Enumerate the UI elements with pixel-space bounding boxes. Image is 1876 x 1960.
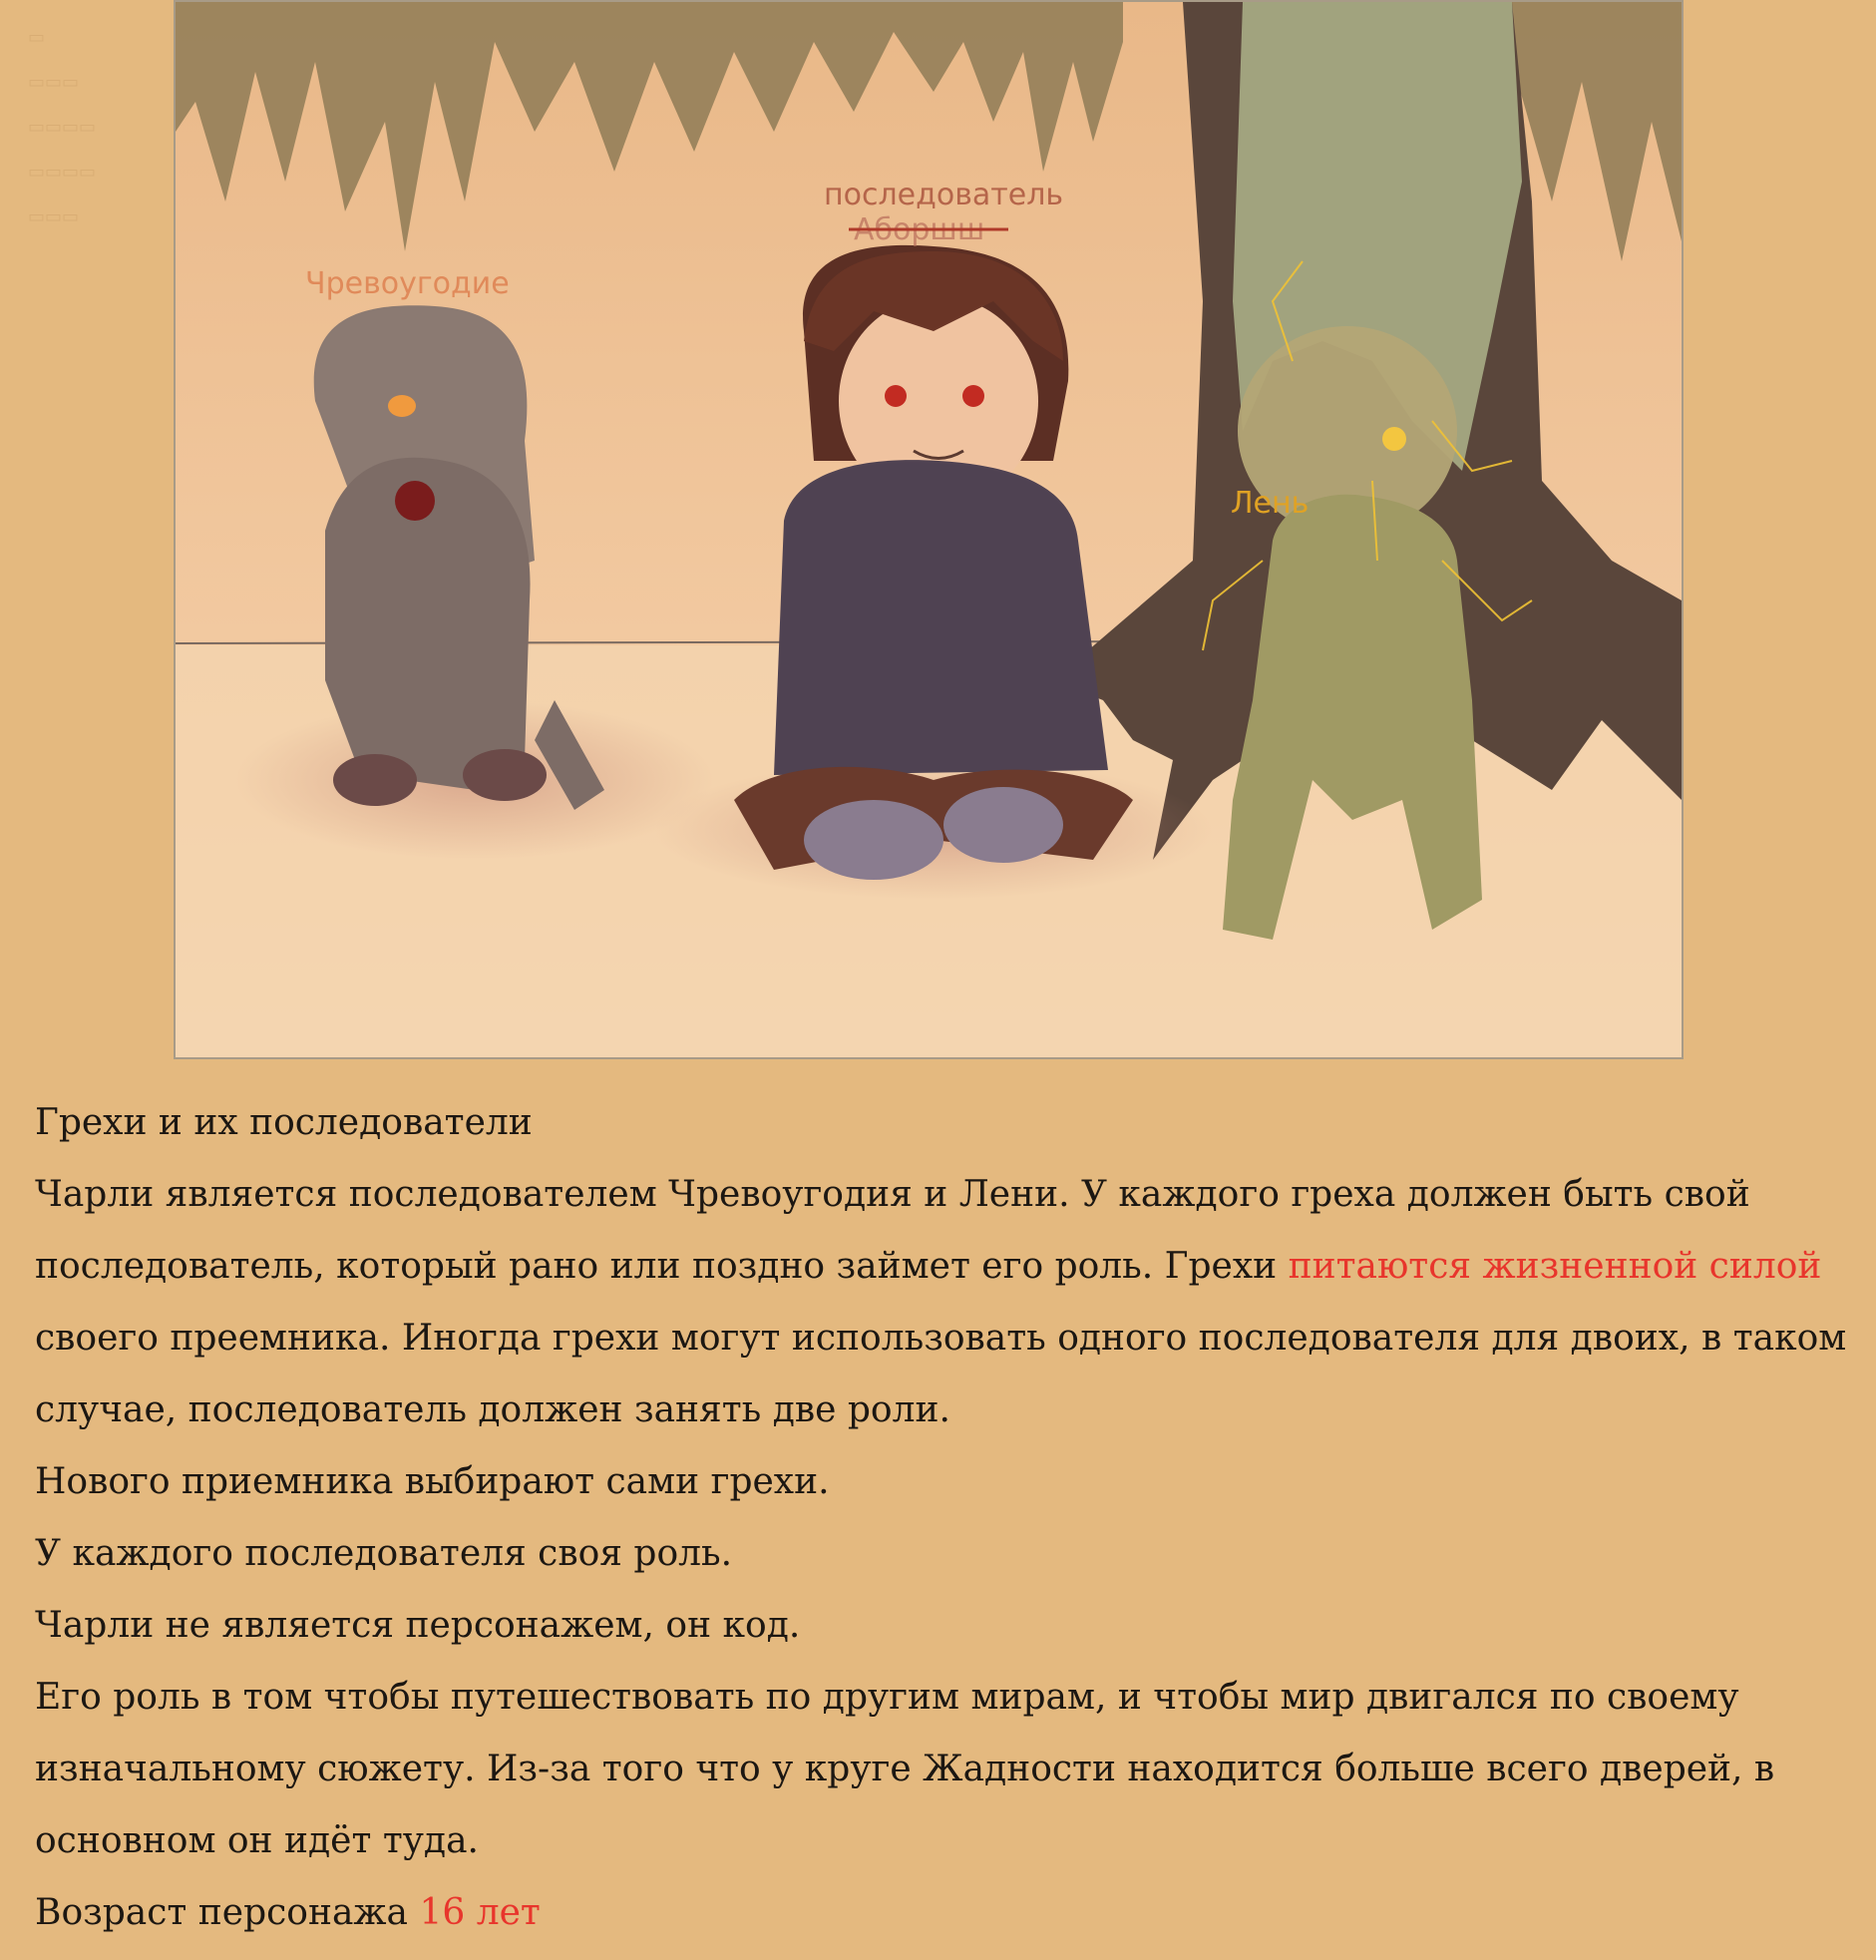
label-sloth: Лень <box>1231 486 1310 521</box>
label-follower: последователь <box>824 178 1064 212</box>
age-label: Возраст персонажа <box>35 1892 420 1933</box>
paragraph-charlie-code: Чарли не является персонажем, он код. <box>35 1605 801 1646</box>
illustration-drawing <box>176 2 1682 1057</box>
paragraph-followers <box>35 1159 1850 1446</box>
paragraph-travel: Его роль в том чтобы путешествовать по другим мирам, и чтобы мир двигался по своему изначальному сюжету. Из-за того что у круге Жадности находится больше всего дверей, в основном он идёт туда. <box>35 1677 1775 1861</box>
article-text <box>35 1087 1850 1949</box>
illustration <box>174 0 1684 1059</box>
label-struck-name: Аборшш <box>854 212 985 247</box>
paragraph-role: У каждого последователя своя роль. <box>35 1533 733 1574</box>
paragraph-followers-text-b: своего преемника. Иногда грехи могут использовать одного последователя для двоих, в таком случае, последователь должен занять две роли. <box>35 1318 1847 1430</box>
age-value: 16 лет <box>419 1892 541 1933</box>
paragraph-followers-text-a: Чарли является последователем Чревоугодия и Лени. У каждого греха должен быть свой последователь, который рано или поздно займет его роль. Грехи <box>35 1174 1750 1287</box>
paragraph-new-successor: Нового приемника выбирают сами грехи. <box>35 1461 830 1502</box>
article-title: Грехи и их последователи <box>35 1102 533 1143</box>
highlight-life-force: питаются жизненной силой <box>1288 1246 1822 1287</box>
left-margin-ghost-text: ▭ ▭▭▭ ▭▭▭▭ ▭▭▭▭ ▭▭▭ <box>28 27 97 227</box>
paragraph-age <box>35 1877 1850 1949</box>
label-gluttony: Чревоугодие <box>305 266 510 301</box>
